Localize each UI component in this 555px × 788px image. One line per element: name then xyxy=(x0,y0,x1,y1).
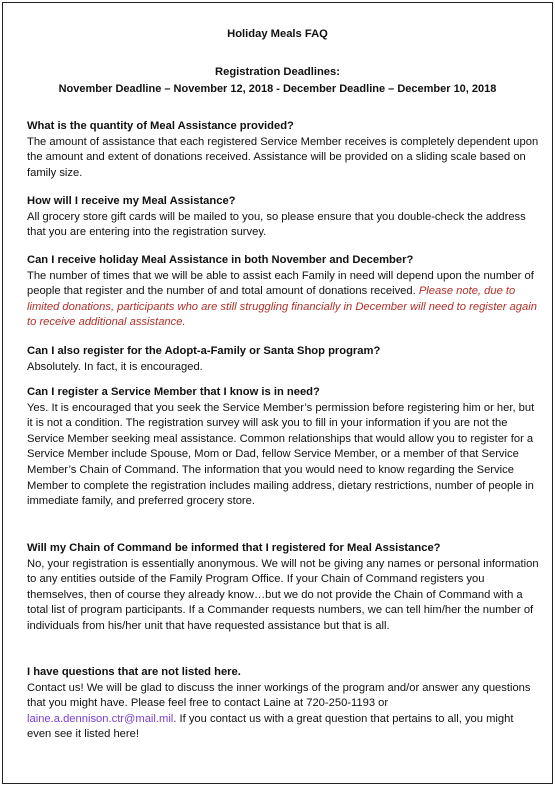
faq-answer: Yes. It is encouraged that you seek the Service Member’s permission before registering him or her, but it is not a condition. The registration survey will ask you to fill in your information if you are not the Service Member seeking meal assistance. Common relationships that would allow you to register for a Service Member include Spouse, Mom or Dad, fellow Service Member, or a member of that Service Member’s Chain of Command. The information that you would need to know regarding the Service Member to complete the registration includes mailing address, dietary restrictions, number of people in immediate family, and preferred grocery store. xyxy=(27,401,535,508)
faq-question: I have questions that are not listed here. xyxy=(27,666,241,678)
faq-item-adopt-a-family xyxy=(27,344,539,375)
faq-answer: The amount of assistance that each registered Service Member receives is completely dependent upon the amount and extent of donations received. Assistance will be provided on a sliding scale based on family size. xyxy=(27,135,539,179)
faq-item-other-questions xyxy=(27,665,539,743)
faq-answer: Absolutely. In fact, it is encouraged. xyxy=(27,360,203,373)
faq-answer-text: The number of times that we will be able to assist each Family in need will depend upon the number of people that register and the number of and total amount of donations received. xyxy=(27,269,534,298)
faq-question: Can I receive holiday Meal Assistance in both November and December? xyxy=(27,254,414,266)
faq-question: Will my Chain of Command be informed that I registered for Meal Assistance? xyxy=(27,542,441,554)
document-title: Holiday Meals FAQ xyxy=(227,28,328,40)
faq-question: Can I register a Service Member that I know is in need? xyxy=(27,386,320,398)
faq-item-both-months xyxy=(27,253,539,331)
faq-answer xyxy=(27,681,539,743)
faq-answer-text-end: . If you contact us with a great question that pertains to all, you might even see it listed here! xyxy=(27,712,514,741)
faq-question: What is the quantity of Meal Assistance provided? xyxy=(27,120,294,132)
contact-email-link[interactable]: laine.a.dennison.ctr@mail.mil xyxy=(27,712,174,725)
faq-answer xyxy=(27,269,539,331)
faq-answer-note: Please note, due to limited donations, participants who are still struggling financially in December will need to register again to receive additional assistance. xyxy=(27,285,537,329)
faq-answer-text: Contact us! We will be glad to discuss the inner workings of the program and/or answer any questions that you might have. Please feel free to contact Laine at 720-250-1193 or xyxy=(27,681,531,710)
faq-item-receive xyxy=(27,194,539,241)
faq-answer: No, your registration is essentially anonymous. We will not be giving any names or personal information to any entities outside of the Family Program Office. If your Chain of Command registers you themselves, then of course they already know…but we do not provide the Chain of Command with a total list of program participants. If a Commander requests numbers, we can tell him/her the number of individuals from his/her unit that have requested assistance but that is all. xyxy=(27,557,539,632)
registration-heading: Registration Deadlines: xyxy=(215,66,340,78)
faq-document xyxy=(2,2,553,784)
faq-question: How will I receive my Meal Assistance? xyxy=(27,195,236,207)
faq-item-quantity xyxy=(27,119,539,181)
faq-question: Can I also register for the Adopt-a-Family or Santa Shop program? xyxy=(27,345,381,357)
faq-item-chain-of-command xyxy=(27,541,539,635)
registration-dates: November Deadline – November 12, 2018 - December Deadline – December 10, 2018 xyxy=(58,83,497,95)
faq-answer: All grocery store gift cards will be mailed to you, so please ensure that you double-check the address that you are entering into the registration survey. xyxy=(27,210,526,239)
faq-item-register-other xyxy=(27,385,539,510)
